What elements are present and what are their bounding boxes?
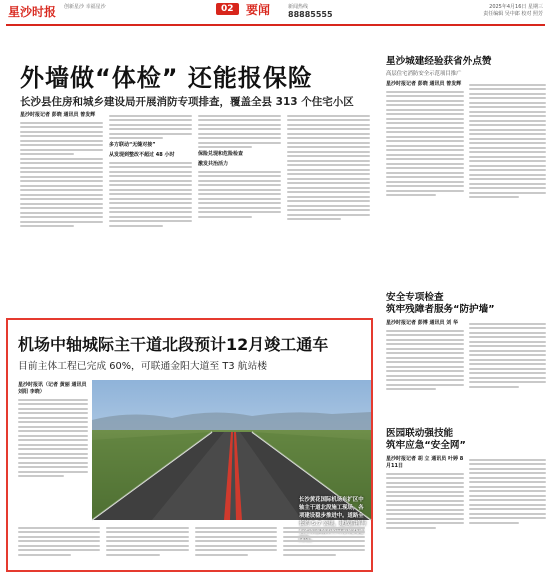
feature-byline: 星沙时报讯（记者 黄丽 通讯员 刘阳 李晓） [18,382,87,395]
article-column [109,112,192,324]
top-story-byline: 星沙时报记者 彭晓 通讯员 曾发辉 [20,112,96,118]
masthead [0,0,551,26]
right-bottom-headline: 医园联动强技能 [386,428,454,439]
brand-logo: 星沙时报 [8,5,57,19]
article-column [198,112,281,324]
feature-photo [92,380,371,569]
feature-body-columns [18,524,365,558]
dateline [433,4,543,18]
top-story-subhead-1: 多方联动“无缝对接” [109,142,156,148]
page-number: 02 [216,3,239,15]
issue-date: 2025年4月16日 星期三 [489,4,543,10]
article-column [287,112,370,324]
top-story-headline: 外墙做“体检” 还能报保险 [20,64,313,92]
top-story-subhead-3: 保险兑现和危险检查 [198,151,244,157]
right-story-top [386,56,546,201]
feature-body-column [283,524,365,558]
feature-lead-column [18,382,88,480]
top-story-subhead-4: 激发共治活力 [198,161,229,167]
hotline-number: 88885555 [288,10,333,19]
section-title: 要闻 [246,3,271,17]
top-story-columns [20,112,370,324]
right-top-headline: 星沙城建经验获省外点赞 [386,56,492,67]
feature-photo-credit: 黄晰 摄 [348,563,365,569]
right-story-bottom [386,428,546,531]
feature-body-column [18,524,100,558]
top-story-subheadline: 长沙县住房和城乡建设局开展消防专项排查，覆盖全县 313 个住宅小区 [20,96,354,108]
feature-body-column [106,524,188,558]
editor-credit: 责任编辑 吴中郎 校对 照芳 [483,11,543,17]
feature-subheadline: 目前主体工程已完成 60%，可联通金阳大道至 T3 航站楼 [18,361,268,372]
feature-headline: 机场中轴城际主干道北段预计12月竣工通车 [18,335,329,354]
feature-body-column [195,524,277,558]
right-bottom-byline: 星沙时报记者 胡 立 通讯员 叶婷 8月11日 [386,456,464,469]
right-top-subheadline: 高层住宅消防安全示范项目推广 [386,71,462,77]
right-middle-headline-2: 筑牢残障者服务“防护墙” [386,304,495,315]
feature-photo-caption: 长沙黄花国际机场东扩区中轴主干道北段施工现场，各项建设稳步推进中。道路全长约 5.7 公里，建成后将与 [299,497,367,527]
top-story-subhead-2: 从发现到整改不超过 48 小时 [109,152,175,158]
masthead-rule [6,24,545,26]
right-top-byline: 星沙时报记者 彭晓 通讯员 曾发辉 [386,81,462,87]
right-middle-headline: 安全专项检查 [386,292,444,303]
right-story-middle [386,292,546,393]
brand-slogan: 创新星沙 幸福星沙 [64,4,106,10]
right-middle-byline: 星沙时报记者 彭博 通讯员 刘 华 [386,320,458,326]
feature-story-box [6,318,373,572]
hotline-label: 新闻热线 [288,4,309,10]
article-column [20,112,103,324]
right-bottom-headline-2: 筑牢应急“安全网” [386,440,466,451]
